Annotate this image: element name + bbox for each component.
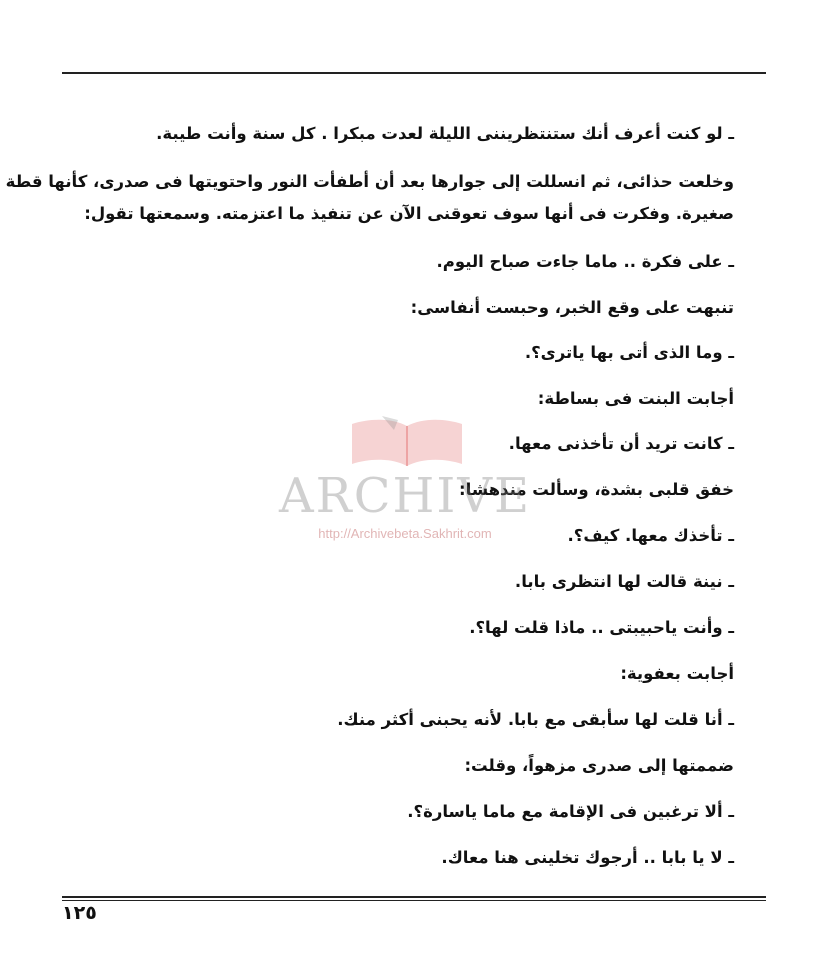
bottom-rule (62, 896, 766, 898)
text-line-14: ـ أنا قلت لها سأبقى مع بابا. لأنه يحبنى أكثر منك. (337, 710, 734, 729)
text-line-1: ـ لو كنت أعرف أنك ستنتظريننى الليلة لعدت مبكرا . كل سنة وأنت طيبة. (156, 124, 734, 143)
watermark-url: http://Archivebeta.Sakhrit.com (318, 526, 492, 541)
page-number: ١٢٥ (62, 902, 97, 924)
book-icon (342, 412, 472, 472)
text-line-10: ـ تأخذك معها. كيف؟. (567, 526, 734, 545)
text-line-4: ـ على فكرة .. ماما جاءت صباح اليوم. (436, 252, 734, 271)
archive-watermark (270, 400, 550, 550)
text-line-3: صغيرة. وفكرت فى أنها سوف تعوقنى الآن عن تنفيذ ما اعتزمته. وسمعتها تقول: (84, 204, 734, 223)
watermark-title: ARCHIVE (278, 468, 532, 524)
text-line-15: ضممتها إلى صدرى مزهواً، وقلت: (464, 756, 734, 775)
text-line-13: أجابت بعفوية: (620, 664, 734, 683)
bottom-rule-thin (62, 900, 766, 901)
text-line-6: ـ وما الذى أتى بها ياترى؟. (524, 343, 734, 362)
text-line-11: ـ نينة قالت لها انتظرى بابا. (514, 572, 734, 591)
text-line-5: تنبهت على وقع الخبر، وحبست أنفاسى: (410, 298, 734, 317)
text-line-7: أجابت البنت فى بساطة: (537, 389, 734, 408)
text-line-9: خفق قلبى بشدة، وسألت مندهشا: (459, 480, 734, 499)
text-line-17: ـ لا يا بابا .. أرجوك تخلينى هنا معاك. (441, 848, 734, 867)
text-line-2: وخلعت حذائى، ثم انسللت إلى جوارها بعد أن أطفأت النور واحتويتها فى صدرى، كأنها قطة (5, 172, 734, 191)
text-line-16: ـ ألا ترغبين فى الإقامة مع ماما ياسارة؟. (407, 802, 734, 821)
text-line-12: ـ وأنت ياحبيبتى .. ماذا قلت لها؟. (469, 618, 734, 637)
top-rule (62, 72, 766, 74)
text-line-8: ـ كانت تريد أن تأخذنى معها. (508, 434, 734, 453)
